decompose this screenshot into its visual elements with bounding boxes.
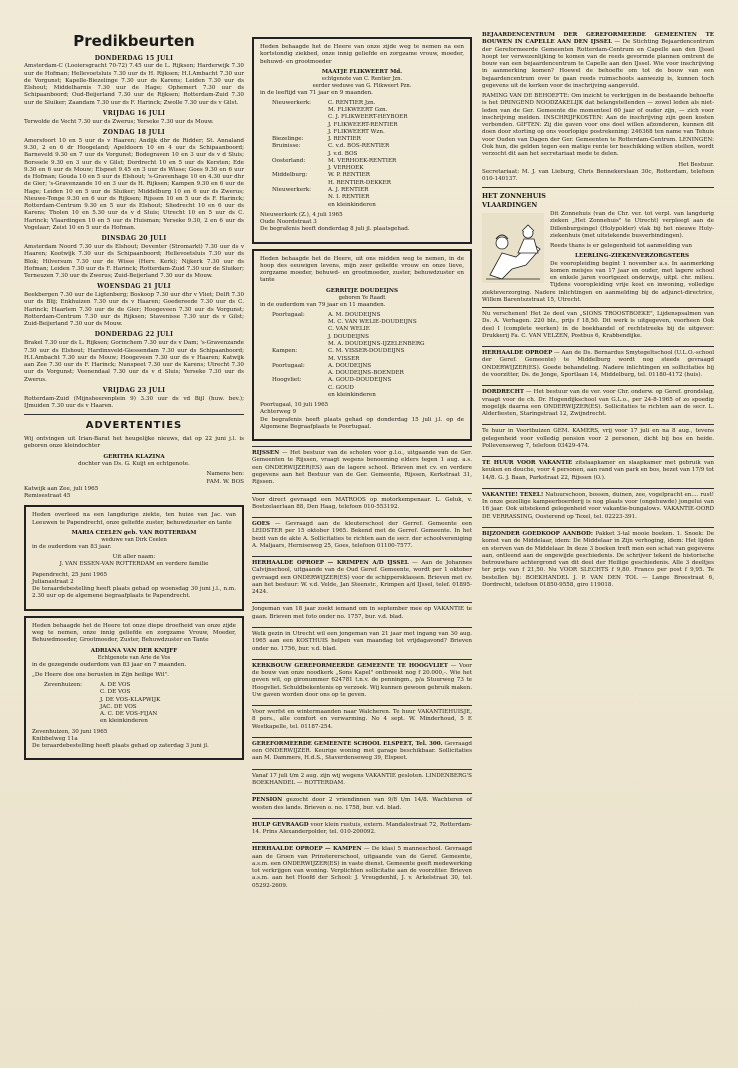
family-place: Oosterland: bbox=[272, 157, 306, 164]
ad-heading: HERHAALDE OPROEP — KRIMPEN A/D IJSSEL bbox=[252, 560, 409, 567]
family-member: A. DOUDEIJNS bbox=[328, 362, 372, 369]
day-heading: VRIJDAG 16 JULI bbox=[102, 109, 166, 117]
family-place: Nieuwerkerk: bbox=[272, 99, 312, 106]
family-place bbox=[272, 392, 324, 399]
right-column bbox=[482, 32, 714, 595]
family-member: en kleinkinderen bbox=[328, 391, 376, 398]
classified-ad bbox=[252, 705, 472, 737]
family-member: M. FLIKWEERT Gzn. bbox=[328, 107, 388, 114]
family-member: C. v.d. BOS-RENTIER bbox=[328, 143, 390, 150]
ad-heading: DORDRECHT bbox=[482, 389, 525, 396]
classified-ads-right bbox=[482, 307, 714, 595]
notice-intro: Heden behaagde het de Heere, uit ons midden weg te nemen, in de hoop des eeuwigen levens, mijn zeer geliefde vrouw en onze lieve, zorgzame moeder, behuwd- en grootmoeder, zuster, behuwdzuster en tante bbox=[260, 255, 464, 284]
classified-ad bbox=[252, 556, 472, 602]
middle-column bbox=[252, 32, 472, 896]
schedule-text: Beekbergen 7.30 uur de Ligtenberg; Boskoop 7.30 uur dhr v Vliet; Delft 7.30 uur ds Blij; Enkhuizen 7.30 uur ds v Haaren; Goedereede 7.30 uur ds C. Harinck; Haarlem 7.30 uur de de Gier; Hoogeveen 7.30 uur ds Vorgunst; Rotterdam-Centrum 7.30 uur ds Rijksen; Stavenisse 7.30 uur ds v Gilst; Zuid-Beijerland 7.30 uur ds Mouw. bbox=[24, 292, 244, 328]
day-heading: DINSDAG 20 JULI bbox=[101, 235, 167, 243]
ad-heading: KERKBOUW GEREFORMEERDE GEMEENTE TE HOOGVLIET bbox=[252, 662, 448, 669]
schedule-text: Amsterdam-C (Looiersgracht 70-72) 7.45 uur de L. Rijksen; Harderwijk 7.30 uur de Hofman; Hellevoetsluis 7.30 uur ds H. Rijksen; H.I.Ambacht 7.30 uur de Vorgunst; Kapelle-Biezelinge 7.30 uur ds Karens; Leiden 7.30 uur ds Elshout; Middelharnis 7.30 uur de Hage; Ophemert 7.30 uur ds Schipaanboord; Oud-Beijerland 7.30 uur de Rijksen; Rotterdam-Zuid 7.30 uur de Sluiker; Zaandam 7.30 uur ds F. Harinck; Zwolle 7.30 uur ds v Gilst. bbox=[24, 63, 244, 106]
family-member: J. DE VOS-KLAPWIJK bbox=[100, 696, 161, 703]
family-place bbox=[44, 711, 96, 718]
leerling-text: De vooropleiding begint 1 november a.s. In aanmerking komen meisjes van 17 jaar en ouder, met lagere school en enkele jaren voortgezet onderwijs, uitpl. chr. milieu. Tijdens vooropleiding vrije kost en inwoning, volledige ziekteverzorging. Nadere inlichtingen en aanmelding bij de adjunct-directrice, Willem Barentszstraat 15, Utrecht. bbox=[482, 260, 714, 303]
notice-place: Poortugaal, 10 juli 1965 bbox=[260, 402, 329, 409]
classified-ad bbox=[252, 493, 472, 518]
family-member: J. DOUDEIJNS bbox=[328, 333, 369, 340]
notice-intro: Heden overleed na een langdurige ziekte, ten huize van Jac. van Leeuwen te Papendrecht, onze geliefde zuster, behuwdzuster en tante bbox=[32, 512, 236, 526]
family-place: Kampen: bbox=[272, 348, 298, 355]
classified-ad bbox=[252, 517, 472, 556]
classified-ad bbox=[252, 818, 472, 843]
family-member: H. RENTIER-DEKKER bbox=[328, 179, 391, 186]
classified-ad bbox=[482, 527, 714, 595]
classified-ads-middle bbox=[252, 446, 472, 896]
ad-body bbox=[252, 741, 472, 763]
ad-text: — De klas) 5 manneschool. Gevraagd aan de Groen van Prinstererschool, uitgaande van de Geref. Gemeente, a.s.m. een ONDERWIJZER(ES) in vaste dienst. Gemeente geeft medewerking tot verkrijgen van woning. Verplichten sollicitatie aan de voorzitter. Brieven a.s.m. aan het Hoofd der School: J. Vreugdenhil, J. v. Arkelstraat 30, tel. 05292-2609. bbox=[252, 846, 473, 889]
ad-heading: RIJSSEN bbox=[252, 450, 280, 457]
family-place bbox=[44, 689, 96, 696]
family-member: C. J. FLIKWEERT-HEYBOER bbox=[328, 114, 408, 121]
ad-body bbox=[482, 460, 714, 482]
ad-heading: BEJAARDENCENTRUM DER GEREFORMEERDE GEMEENTEN TE BOUWEN IN CAPELLE AAN DEN IJSSEL bbox=[482, 32, 714, 46]
ad-text: Jongeman van 18 jaar zoekt iemand om in september mee op VAKANTIE te gaan. Brieven met foto onder no. 1757, bur. v.d. blad. bbox=[252, 606, 472, 620]
family-place: Middelburg: bbox=[272, 172, 308, 179]
ad-body bbox=[252, 822, 472, 837]
family-place bbox=[272, 107, 324, 114]
zonnehuis-text: Dit Zonnehuis (van de Chr. ver. tot verpl. van langdurig zieken „Het Zonnehuis" te Utrecht) verpleegt aan de Dillenburgsingel (Holypolder) vlak bij het nieuwe Holy-ziekenhuis (met uitstekende busverbindingen). bbox=[550, 210, 714, 239]
day-heading: DONDERDAG 15 JULI bbox=[94, 54, 174, 62]
ad-text: Welk gezin in Utrecht wil een jongeman van 21 jaar met ingang van 30 aug. 1965 aan een KOSTHUIS helpen van maandag tot vrijdagavond? Brieven onder no. 1756, bur. v.d. blad. bbox=[252, 630, 472, 652]
ad-text: Natuurschoon, bossen, duinen, zee, vogelpracht en.... rust! In onze gezellige kampeerboerderij is nog plaats voor (ongehuwde) jongelui van 16 jaar. Ook uitstekend gelegenheid voor vakantie-bungalows. VAKANTIE-OORD DE VERRASSING, Oosterend op Texel, tel. 02223-391. bbox=[482, 491, 715, 520]
birth-address: Remisestraat 45 bbox=[24, 493, 71, 500]
notice-address: Achterweg 9 bbox=[260, 409, 297, 416]
classified-ad bbox=[482, 488, 714, 527]
ad-body bbox=[252, 773, 472, 788]
uit-label: Uit aller naam: bbox=[112, 554, 156, 561]
day-heading: WOENSDAG 21 JULI bbox=[97, 283, 171, 291]
funeral-info: De begrafenis heeft plaats gehad op donderdag 15 juli j.l. op de Algemene Begraafplaats te Poortugaal. bbox=[260, 416, 464, 430]
birth-intro: Wij ontvingen uit Irian-Barat het heugelijke nieuws, dat op 22 juni j.l. is geboren onze kleindochter bbox=[24, 436, 244, 450]
family-member: C. DE VOS bbox=[100, 689, 131, 696]
advertenties-heading: ADVERTENTIES bbox=[85, 420, 183, 432]
day-heading: VRIJDAG 23 JULI bbox=[102, 386, 166, 394]
family-place: Bruinisse: bbox=[272, 143, 301, 150]
ad-text: Te huur in Voorthuizen GEM. KAMERS, vrij voor 17 juli en na 8 aug., tevens gelegenheid voor volledig pension voor 2 personen, dicht bij bos en heide. Pollevenseweg 7, telefoon 03429-474. bbox=[482, 428, 714, 449]
ad-text: Vanaf 17 juli t/m 2 aug. zijn wij wegens VAKANTIE gesloten. LINDENBERG'S BOEKHANDEL — ROTTERDAM. bbox=[252, 772, 472, 786]
classified-ad bbox=[482, 307, 714, 346]
family-member: J. RENTIER bbox=[328, 136, 361, 143]
ad-body bbox=[252, 663, 472, 699]
bejaardencentrum-ad bbox=[482, 32, 714, 183]
family-place bbox=[44, 697, 96, 704]
family-place bbox=[272, 326, 324, 333]
deceased-name: MARIA CEELEN geb. VAN ROTTERDAM bbox=[71, 529, 197, 536]
ad-text: RAMING VAN DE BEHOEFTE: Om inzicht te verkrijgen in de bestaande behoefte is het DRINGEND NOODZAKELIJK dat belangstellenden — zowel leden als niet-leden van de Ger. Gemeente die momenteel 60 jaar of ouder zijn, — zich voor inschrijving melden. INSCHRIJFKOSTEN: Aan de inschrijving zijn geen kosten verbonden. GIFTEN: Zij die gaven voor ons doel willen afzonderen, kunnen dit doen door storting op ons voorlopige postrekening: 246368 ten name van Tehuis voor Ouden van Dagen der Ger. Gemeenten te Rotterdam-Centrum. LENINGEN: Ook hun, die gelden tegen een matige rente ter beschikking willen stellen, wordt verzocht dit aan het secretariaat mede te delen. bbox=[482, 93, 714, 158]
ad-body bbox=[482, 311, 714, 340]
leerling-pre: Reeds thans is er gelegenheid tot aanmelding van bbox=[550, 243, 692, 250]
notice-address: Julianastraat 2 bbox=[32, 578, 74, 585]
divider bbox=[482, 187, 714, 188]
ad-text: — Het bestuur van de ver. voor Chr. onderw. op Geref. grondslag, vraagt voor de ch. Dr. Hogendijkschool van G.L.o., per 24-8-1965 of zo spoedig mogelijk daarna een ONDERWIJZER(ES). Sollicitaties te richten aan de secr. L. Alderliesten, Staringstraat 12, Zwijndrecht. bbox=[482, 389, 714, 418]
classified-ad bbox=[252, 602, 472, 627]
family-place bbox=[272, 122, 324, 129]
deceased-sub: geboren Ye Raadt bbox=[338, 294, 386, 301]
family-place bbox=[272, 129, 324, 136]
left-column bbox=[24, 32, 244, 765]
family-member: N. I. RENTIER bbox=[328, 194, 370, 201]
notice-place: Nieuwerkerk (Z.), 4 juli 1965 bbox=[260, 211, 343, 218]
ad-text: zitslaapkamer en slaapkamer met gebruik van keuken en douche, voor 4 personen, aan rand van park en bos, bezet van 17/9 tot 14/8. G. J. Baan, Parkstraat 22, Rijssen (O.). bbox=[482, 460, 715, 481]
schedule-text: Brakel 7.30 uur ds L. Rijksen; Gorinchem 7.30 uur ds v Dam; 's-Gravenzande 7.30 uur ds Elshout; Hardinxveld-Giessendam 7.30 uur ds Schipaanboord; H.I.Ambacht 7.30 uur ds Mouw; Hoogeveen 7.30 uur ds v Haaren; Katwijk aan Zee 7.30 uur ds F. Harinck; Nunspeet 7.30 uur ds Karens; Utrecht 7.30 uur ds Vorgunst; Veenendaal 7.30 uur ds v d Sluis; Yerseke 7.30 uur ds Zwerus. bbox=[24, 340, 244, 383]
notice-quote: „De Heere doe ons berusten in Zijn heilige Wil". bbox=[32, 671, 169, 678]
ad-text: — Aan de Johannes Calvijnschool, uitgaande van de Oud Geref. Gemeente, wordt per 1 oktober gevraagd een ONDERWIJZER(ES) voor de schippersklassen. Brieven met cv. aan het bestuur: W. v.d. Velde, Jan Steenstr., Krimpen a/d IJssel, telef. 01895-2424. bbox=[252, 560, 472, 596]
ad-text: Nu verschenen! Het 2e deel van „SIONS TROOSTBOEKE", Lijdenspsalmen van Ds. A. Verhagen. 220 blz., prijs f 18,50. Dit werk is uitgegeven, voorheen Ook deel I (complete werken) in de boekhandel of rechtstreeks bij de uitgever: Drukkerij Fa. C. VAN VELZEN, Postbus 6, Krabbendijke. bbox=[482, 311, 714, 339]
classified-ad bbox=[482, 346, 714, 385]
deceased-age: in de ouderdom van 83 jaar. bbox=[32, 543, 112, 550]
zonnehuis-city: VLAARDINGEN bbox=[482, 200, 538, 209]
notice-intro: Heden behaagde het de Heere tot onze diepe droefheid van onze zijde weg te nemen, onze innig geliefde en zorgzame Vrouw, Moeder, Behuwdmoeder, Grootmoeder, Zuster, Behuwdzuster en Tante bbox=[32, 622, 236, 644]
family-member: A. DOUDEIJNS-BOENDER bbox=[328, 370, 404, 377]
classified-ad bbox=[252, 842, 472, 896]
secretariaat: Secretariaat: M. J. van Lieburg, Chris Bennekerslaan 30c, Rotterdam, telefoon 010-140137. bbox=[482, 168, 714, 183]
family-place bbox=[272, 194, 324, 201]
birth-namens: FAM. W. BOS bbox=[206, 478, 244, 485]
notice-place: Papendrecht, 25 juni 1965 bbox=[32, 571, 108, 578]
ad-body bbox=[482, 350, 714, 379]
funeral-info: De teraardebestelling heeft plaats gehad op zaterdag 3 juni jl. bbox=[32, 743, 209, 750]
family-member: A. GOUD-DOUDEIJNS bbox=[328, 377, 392, 384]
ad-heading: PENSION bbox=[252, 797, 283, 804]
ad-text: — Het bestuur van de scholen voor g.l.o., uitgaande van de Ger. Gemeenten te Rijssen, vraagt wegens benoeming elders tegen 1 aug. a.s. een ONDERWIJZER(ES) aan de lagere school. Brieven met cv. en verdere gegevens aan het Bestuur van de Ger. Gemeente, Rijssen, Kerkstraat 31, Rijssen. bbox=[252, 450, 473, 486]
family-member: J. FLIKWEERT-RENTIER bbox=[328, 121, 398, 128]
family-member: M. C. VAN WELIE-DOUDEIJNS bbox=[328, 319, 417, 326]
family-place: Poortugaal: bbox=[272, 311, 305, 318]
ad-heading: GOES bbox=[252, 521, 270, 528]
family-place bbox=[272, 165, 324, 172]
ad-body bbox=[482, 531, 714, 589]
classified-ad bbox=[482, 385, 714, 424]
family-place: Hoogvliet: bbox=[272, 377, 302, 384]
notice-intro: Heden behaagde het de Heere van onze zijde weg te nemen na een kortstondig ziekbed, onze innig geliefde en zorgzame vrouw, moeder, behuwd- en grootmoeder bbox=[260, 44, 464, 65]
nurse-illustration bbox=[482, 213, 544, 283]
notice-address: Knibbelweg 11a bbox=[32, 735, 78, 742]
zonnehuis-heading: HET ZONNEHUIS bbox=[482, 192, 546, 201]
family-place bbox=[272, 151, 324, 158]
ad-heading: HULP GEVRAAGD bbox=[252, 821, 309, 828]
ad-text: — Voor de bouw van onze noodkerk „Sons Kapel" ontbreekt nog f 20.000,-. Wie het geven wil, op gironummer 624781 t.n.v. de penningm., p/a Stuurweg 73 te Hoogvliet. Schuldbekentenis op verzoek. Wij kunnen gewoon gebruik maken. Uw gaven worden door ons op te geven. bbox=[252, 662, 472, 698]
family-place bbox=[272, 319, 324, 326]
deceased-age: in de leeftijd van 71 jaar en 9 maanden. bbox=[260, 89, 373, 96]
family-list bbox=[272, 100, 464, 209]
family-place bbox=[272, 385, 324, 392]
family-member: A. M. DOUDEIJNS bbox=[328, 311, 381, 318]
ad-text: Voor direct gevraagd een MATROOS op motorkempenaar. L. Geluk, v. Boetzelaerlaan 88, Den Haag, telefoon 010-553192. bbox=[252, 496, 472, 510]
family-member: A. DE VOS bbox=[100, 682, 131, 689]
birth-announcement bbox=[24, 436, 244, 500]
family-place bbox=[272, 180, 324, 187]
deceased-age: in de gezegende ouderdom van 83 jaar en 7 maanden. bbox=[32, 661, 187, 668]
ad-body bbox=[252, 560, 472, 596]
schedule-text: Amersfoort 10 en 5 uur ds v Haaren; Andijk dhr de Ridder; St. Annaland 9.30, 2 en 6 dr Hoogeland; Apeldoorn 10 en 4 uur ds Schipaanboord; Barneveld 9.30 en 7 uur ds Vorgunst; Bodegraven 10 en 3 uur ds v d Sluis; Borssele 9.30 en 3 uur ds v Gilst; Dordrecht 10 en 5 uur ds Kersten; Ede 9.30 en 6 uur ds Mouw; Elspeet 9.45 en 3 uur ds Wisse; Goes 9.30 en 6 uur ds Hofman; Gouda 10 en 5 uur ds Elshout; 's-Gravenhage 10 en 4.30 uur dhr de Gier; 's-Gravenzande 10 en 3 uur ds H. Rijksen; Kampen 9.30 en 6 uur de Hage; Leiden 10 en 5 uur de Sluiker; Middelburg 10 en 6 uur ds Zwerus; Nieuwe-Tonge 9.30 en 6 uur ds Rijksen; Rijssen 10 en 5 uur ds F. Harinck; Rotterdam-Centrum 9.30 en 5 uur ds Elshout; Sliedrecht 10 en 6 uur ds Karens; Tholen 10 en 5.30 uur ds v d Sluis; Utrecht 10 en 5 uur ds C. Harinck; Vlaardingen 10 en 5 uur ds Huisman; Yerseke 9.30, 2 en 6 uur ds Vogelaar; Zeist 10 en 5 uur ds Hofman. bbox=[24, 137, 244, 231]
family-place bbox=[44, 718, 96, 725]
deceased-sub: Echtgenote van Arie de Vos bbox=[97, 654, 171, 661]
ad-heading: HERHAALDE OPROEP — KAMPEN bbox=[252, 846, 362, 853]
deceased-sub: weduwe van Dirk Ceelen bbox=[101, 537, 167, 544]
ad-heading: VAKANTIE! TEXEL! bbox=[482, 491, 544, 498]
family-member: A. J. RENTIER bbox=[328, 187, 369, 194]
birth-name: GERITHA KLAZINA bbox=[103, 453, 165, 460]
day-heading: DONDERDAG 22 JULI bbox=[94, 331, 174, 339]
day-heading: ZONDAG 18 JULI bbox=[103, 128, 165, 136]
family-sign: J. VAN ESSEN-VAN ROTTERDAM en verdere familie bbox=[59, 561, 209, 568]
family-list bbox=[272, 312, 464, 399]
ad-text: gezocht door 2 vriendinnen van 9/8 t/m 14/8. Wachteren of westen des lands. Brieven o. no. 1758, bur. v.d. blad. bbox=[252, 797, 473, 811]
family-member: J. VERHOEK bbox=[328, 165, 364, 172]
schedule-text: Rotterdam-Zuid (Mijnsheerenplein 9) 3.30 uur ds vd Bijl (huw. bev.); IJmuiden 7.30 uur ds v Haaren. bbox=[24, 395, 244, 409]
ad-body bbox=[252, 846, 472, 890]
notice-place: Zevenhuizen, 30 juni 1965 bbox=[32, 728, 108, 735]
family-place bbox=[272, 334, 324, 341]
family-member: M. A. DOUDEIJNS-IJZELENBERG bbox=[328, 341, 425, 348]
deceased-name: ADRIANA VAN DER KNIJFF bbox=[90, 647, 178, 654]
family-place: Poortugaal: bbox=[272, 362, 305, 369]
birth-place: Katwijk aan Zee, juli 1965 bbox=[24, 485, 99, 492]
classified-ad bbox=[252, 769, 472, 794]
ad-body bbox=[252, 709, 472, 731]
notice-address: Oude Noordstraat 3 bbox=[260, 219, 317, 226]
family-member: J. FLIKWEERT Wzn. bbox=[328, 128, 385, 135]
family-member: W. P. RENTIER bbox=[328, 172, 370, 179]
divider bbox=[24, 414, 244, 415]
sermon-schedule bbox=[24, 55, 244, 411]
ad-text: Voor werfst en wintermaanden naar Walcheren. Te huur VAKANTIEHUISJE, 8 pers., alle comfort en verwarming. No 4 sept. W. Minderhoud, 5 E Westkapelle, tel. 01187-254. bbox=[252, 709, 472, 730]
ad-text: — Gevraagd aan de kleuterschool der Gerref. Gemeente een LEIDSTER per 15 oktober 1965. Bekend met de Gerref. Gemeente. In het bezit van de akte A. Sollicitaties te richten aan de secr. der schoolvereniging A. Maljaars, Herniseweg 25, Goes, telefoon 01100-7577. bbox=[252, 521, 472, 549]
classified-ad bbox=[252, 793, 472, 818]
family-place: Zevenhuizen: bbox=[44, 682, 83, 689]
ad-body bbox=[252, 450, 472, 486]
ad-text: — Aan de Ds. Bernardus Smytegeltschool (U.L.O.-school der Geref. Gemeente) te Middelburg wordt nog steeds gevraagd ONDERWIJZER(ES). Goede behandeling. Nadere inlichtingen en sollicitaties bij de voorzitter, Ds. de Jonge, Sportlaan 14, Middelburg, tel. 01180-4172 (huis). bbox=[482, 350, 715, 379]
family-member: C. VAN WELIE bbox=[328, 326, 370, 333]
ad-body bbox=[482, 428, 714, 450]
family-member: M. VISSER bbox=[328, 355, 360, 362]
ad-heading: TE HUUR VOOR VAKANTIE bbox=[482, 460, 573, 467]
ad-body bbox=[482, 389, 714, 418]
family-member: C. M. VISSER-DOUDEIJNS bbox=[328, 348, 405, 355]
birth-parents: dochter van Ds. G. Kuijt en echtgenote. bbox=[78, 460, 190, 467]
funeral-info: De teraardebestelling heeft plaats gehad op woensdag 30 juni j.l., n.m. 2.30 uur op de algemene begraafplaats te Papendrecht. bbox=[32, 586, 236, 600]
classified-ad bbox=[482, 456, 714, 488]
ad-body bbox=[252, 631, 472, 653]
ad-heading: GEREFORMEERDE GEMEENTE SCHOOL ELSPEET, Tel. 300. bbox=[252, 740, 443, 747]
ad-body bbox=[252, 497, 472, 512]
death-notice-ceelen bbox=[24, 505, 244, 610]
family-member: en kleinkinderen bbox=[328, 201, 376, 208]
family-place bbox=[272, 356, 324, 363]
schedule-text: Terwolde de Vecht 7.30 uur ds Zwerus; Yerseke 7.30 uur ds Mouw. bbox=[24, 118, 214, 125]
schedule-text: Amsterdam Noord 7.30 uur ds Elshout; Deventer (Stromarkt) 7.30 uur ds v Haaren; Kootwijk 7.30 uur ds Schipaanboord; Hellevoetsluis 7.30 uur ds Blok; Hilversum 7.30 uur de Wisse (Herv. Kerk); Nijkerk 7.30 uur ds Hofman; Leiden 7.30 uur ds F. Harinck; Rotterdam-Zuid 7.30 uur de Sluiker; Terneuzen 7.30 uur ds Zwerus; Zuid-Beijerland 7.30 uur ds Mouw. bbox=[24, 244, 244, 280]
family-place bbox=[272, 341, 324, 348]
family-member: JAC. DE VOS bbox=[100, 703, 137, 710]
family-place bbox=[44, 704, 96, 711]
ad-heading: HERHAALDE OPROEP bbox=[482, 350, 553, 357]
ad-heading: BIJZONDER GOEDKOOP AANBOD: bbox=[482, 531, 593, 537]
deceased-sub: echtgenote van C. Rentier Jzn. bbox=[321, 76, 403, 83]
family-member: M. VERHOEK-RENTIER bbox=[328, 157, 397, 164]
ad-text: voor klein rustuis, extern. Mandalestraat 72, Rotterdam-14. Prins Alexanderpolder, tel. 010-200092. bbox=[252, 821, 473, 836]
family-member: J. v.d. BOS bbox=[328, 150, 358, 157]
family-list bbox=[44, 682, 236, 726]
zonnehuis-ad bbox=[482, 192, 714, 307]
ad-text: Gevraagd een ONDERWIJZER. Keurige woning met garage beschikbaar. Sollicitaties aan M. Dammers, H.d.S., Staverdenseweg 39, Elspeet. bbox=[252, 740, 472, 762]
ad-body bbox=[252, 606, 472, 621]
deceased-age: in de ouderdom van 79 jaar en 11 maanden. bbox=[260, 301, 386, 308]
family-member: C. GOUD bbox=[328, 384, 354, 391]
family-place bbox=[272, 114, 324, 121]
ad-text: — De Stichting Bejaardencentrum der Gereformeerde Gemeenten Rotterdam-Centrum en Capelle aan den IJssel hoopt ter verwezenlijking te komen van de reeds gevormde plannen omtrent de bouw van een bejaardencentrum te Capelle aan den IJssel. Wie voor inschrijving in aanmerking komen? Hoewel de behoefte om tot de bouw van een bejaardencentrum over te gaan reeds ruimschoots aanwezig is, kunnen toch gegevens uit de kerken voor de inschrijving aangevuld. bbox=[482, 39, 714, 89]
ad-body bbox=[482, 492, 714, 521]
classified-ad bbox=[252, 627, 472, 659]
classified-ad bbox=[482, 424, 714, 456]
family-member: C. RENTIER Jzn. bbox=[328, 99, 376, 106]
death-notice-flikweert bbox=[252, 37, 472, 244]
ad-signature: Het Bestuur. bbox=[678, 161, 714, 168]
ad-text: Pakket 3-tal mooie boeken. 1. Snoek: De komst van de Middelaar, idem: De Middelaar in Zijn verhoging, idem: Het lijden en sterven van de Middelaar. In deze 3 boeken treft men een schat van gegevens aan, ontleend aan de ongewijde geschiedenis. De schrijver tekent de historische betrouwbare achtergrond van dit deel der Heilige geschiedenis. Alle 3 deeltjes ter prijs van f 21,50. Nu VOOR SLECHTS f 9,80. Franco per post f 9,95. Te bestellen bij: BOEKHANDEL J. P. VAN DEN TOL — Lange Breestraat 6, Dordrecht, telefoon 01850-9558, giro 119018. bbox=[482, 531, 715, 588]
classified-ad bbox=[252, 737, 472, 769]
deceased-name: GERRITJE DOUDEIJNS bbox=[325, 287, 399, 294]
ad-body bbox=[252, 521, 472, 550]
family-place: Biezelinge: bbox=[272, 136, 304, 143]
family-place bbox=[272, 370, 324, 377]
family-member: en kleinkinderen bbox=[100, 718, 148, 725]
page-title: Predikbeurten bbox=[73, 32, 195, 50]
death-notice-doudeijns bbox=[252, 249, 472, 442]
funeral-info: De begrafenis heeft donderdag 8 juli jl. plaatsgehad. bbox=[260, 226, 410, 233]
classified-ad bbox=[252, 446, 472, 492]
deceased-sub: eerder weduwe van G. Flikweert Pzn. bbox=[312, 82, 412, 89]
death-notice-vos bbox=[24, 616, 244, 761]
classified-ad bbox=[252, 659, 472, 705]
family-member: A. C. DE VOS-FIJAN bbox=[100, 711, 158, 718]
ad-body bbox=[252, 797, 472, 812]
birth-namens-label: Namens hen: bbox=[206, 471, 244, 478]
family-place bbox=[272, 202, 324, 209]
deceased-name: MAATJE FLIKWEERT Md. bbox=[321, 68, 403, 75]
leerling-heading: LEERLING-ZIEKENVERZORGSTERS bbox=[575, 253, 689, 260]
family-place: Nieuwerkerk: bbox=[272, 187, 312, 194]
